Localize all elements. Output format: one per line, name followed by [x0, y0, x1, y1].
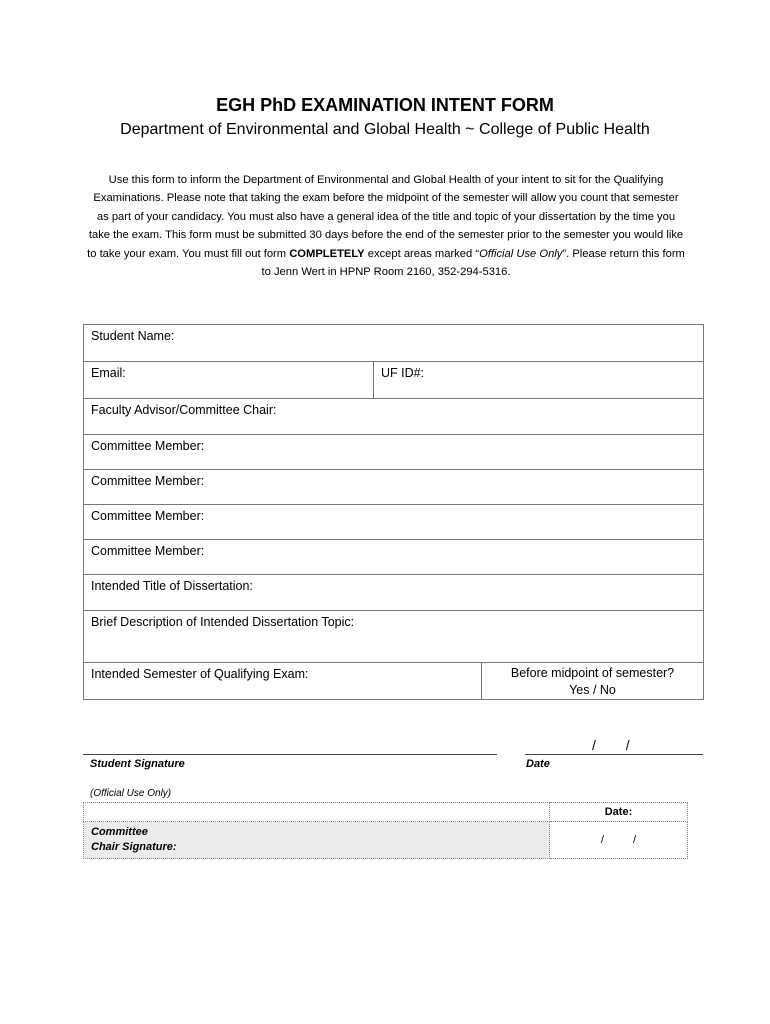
midpoint-field[interactable] — [482, 663, 704, 700]
student-name-label: Student Name: — [91, 329, 175, 343]
instructions-bold-completely: COMPLETELY — [289, 247, 365, 260]
official-use-table — [83, 802, 688, 859]
qualifying-semester-field[interactable] — [84, 663, 482, 700]
email-field[interactable] — [84, 362, 374, 399]
dissertation-topic-label: Brief Description of Intended Dissertation Topic: — [91, 615, 355, 629]
committee-member-label: Committee Member: — [91, 439, 205, 453]
date-slashes: / / — [592, 737, 630, 753]
instructions-text-3: ”. Please return this form to Jenn Wert in HPNP Room 2160, 352-294-5316. — [261, 247, 685, 279]
instructions-text-1: Use this form to inform the Department of Environmental and Global Health of your intent to sit for the Qualifying Examinations. Please note that taking the exam before the midpoint of the semester will allow you count that semester as part of your candidacy. You must also have a general idea of the title and topic of your dissertation by the time you take the exam. This form must be submitted 30 days before the end of the semester prior to the semester you would like to take your exam. You must fill out form — [87, 174, 684, 260]
committee-member-label: Committee Member: — [91, 474, 205, 488]
dissertation-title-label: Intended Title of Dissertation: — [91, 579, 253, 593]
form-title: EGH PhD EXAMINATION INTENT FORM — [216, 95, 554, 115]
committee-chair-label-line2: Chair Signature: — [91, 841, 177, 853]
committee-chair-label-line1: Committee — [91, 826, 148, 838]
official-date-field[interactable] — [550, 822, 688, 859]
official-blank-cell — [84, 803, 550, 822]
faculty-advisor-label: Faculty Advisor/Committee Chair: — [91, 403, 277, 417]
official-use-label: (Official Use Only) — [90, 788, 172, 799]
email-label: Email: — [91, 366, 126, 380]
date-line[interactable] — [525, 754, 703, 755]
student-signature-line[interactable] — [83, 754, 497, 755]
committee-member-label: Committee Member: — [91, 509, 205, 523]
official-date-slashes: / / — [600, 834, 637, 846]
uf-id-label: UF ID#: — [381, 366, 425, 380]
student-info-table — [83, 324, 704, 700]
student-signature-label: Student Signature — [90, 758, 185, 770]
midpoint-question: Before midpoint of semester? — [510, 666, 675, 680]
dissertation-title-field[interactable] — [84, 575, 704, 611]
committee-member-field-1[interactable] — [84, 435, 704, 470]
faculty-advisor-field[interactable] — [84, 399, 704, 435]
instructions-text-2: except areas marked “ — [364, 247, 480, 260]
committee-member-label: Committee Member: — [91, 544, 205, 558]
student-name-field[interactable] — [84, 325, 704, 362]
form-subtitle: Department of Environmental and Global Health ~ College of Public Health — [120, 121, 650, 138]
instructions-italic-official-use: Official Use Only — [479, 247, 563, 260]
date-label: Date — [526, 758, 550, 770]
committee-member-field-3[interactable] — [84, 505, 704, 540]
committee-member-field-4[interactable] — [84, 540, 704, 575]
dissertation-topic-field[interactable] — [84, 611, 704, 663]
official-date-header: Date: — [550, 803, 688, 822]
qualifying-semester-label: Intended Semester of Qualifying Exam: — [91, 667, 309, 681]
committee-chair-signature-field[interactable] — [84, 822, 550, 859]
committee-member-field-2[interactable] — [84, 470, 704, 505]
instructions-paragraph — [86, 171, 686, 281]
midpoint-options[interactable]: Yes / No — [569, 683, 616, 697]
uf-id-field[interactable] — [374, 362, 704, 399]
